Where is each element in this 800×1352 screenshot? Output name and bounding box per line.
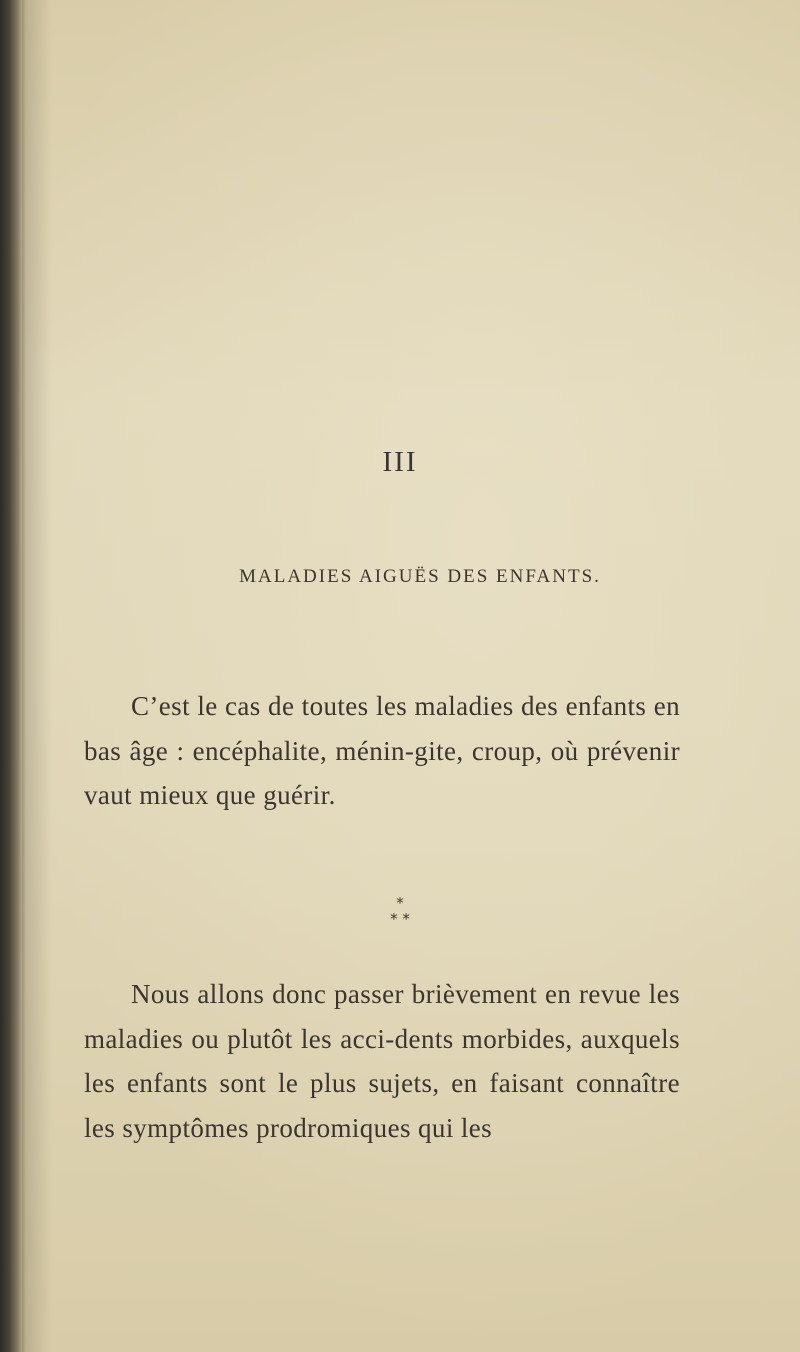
chapter-number: III — [382, 446, 418, 478]
spine-shadow — [22, 0, 52, 1352]
paragraph-2: Nous allons donc passer brièvement en revue les maladies ou plutôt les acci-dents morbides, auxquels les enfants sont le plus sujets, en faisant connaître les symptômes prodromiques qui les — [84, 979, 680, 1143]
asterism-bottom: * * — [390, 910, 410, 928]
chapter-title: MALADIES AIGUËS DES ENFANTS. — [239, 566, 601, 587]
paragraph-1: C’est le cas de toutes les maladies des enfants en bas âge : encéphalite, ménin-gite, croup, où prévenir vaut mieux que guérir. — [84, 691, 680, 810]
asterism-top: * — [396, 894, 404, 912]
asterism-separator — [0, 895, 800, 927]
